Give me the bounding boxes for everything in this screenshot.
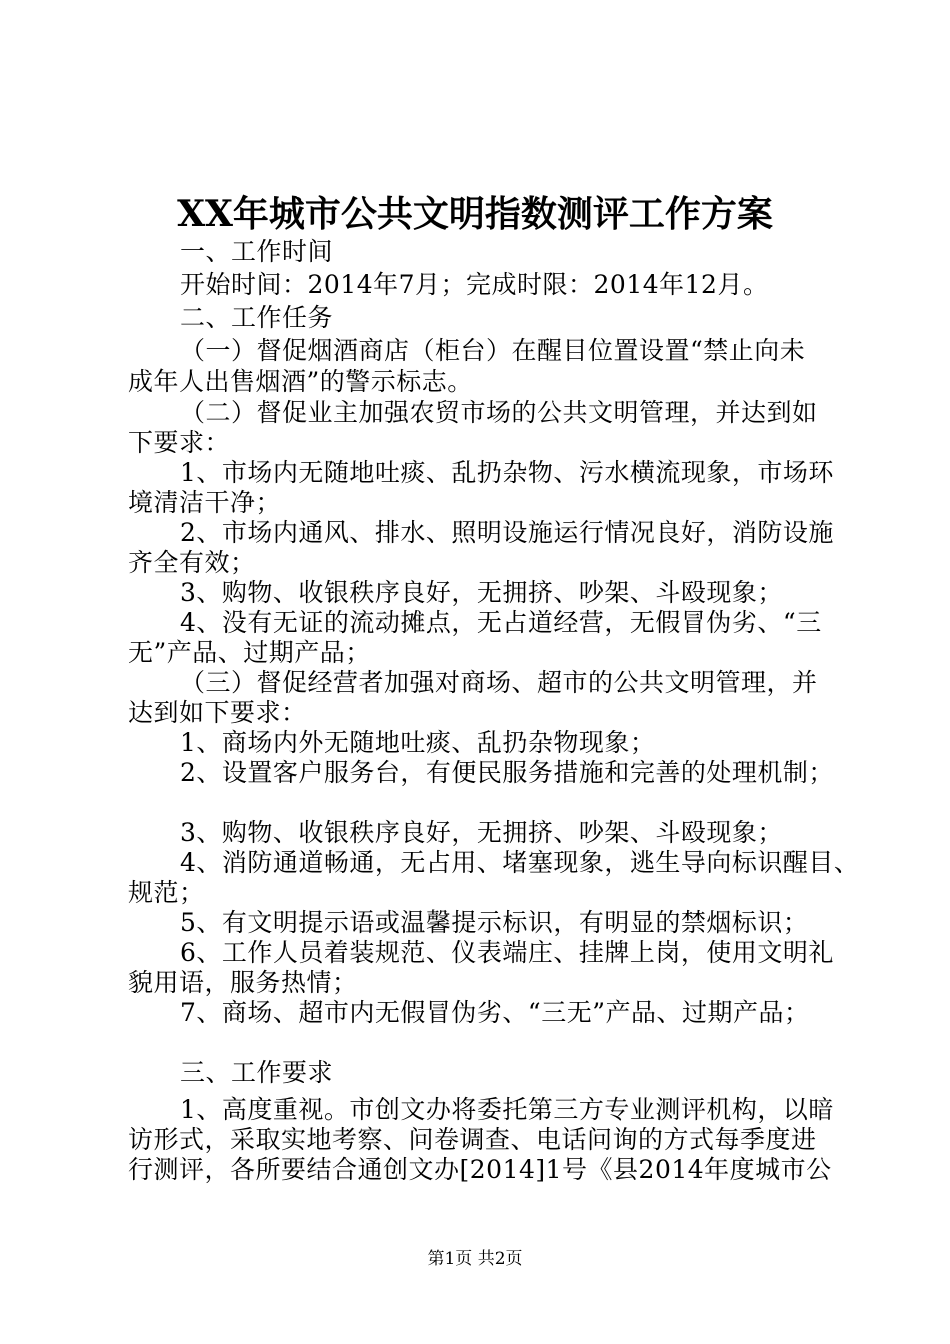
line-23: 6、工作人员着装规范、仪表端庄、挂牌上岗，使用文明礼: [180, 938, 834, 967]
line-29: 行测评，各所要结合通创文办[2014]1号《县2014年度城市公: [128, 1155, 832, 1184]
line-4: （一）督促烟酒商店（柜台）在醒目位置设置“禁止向未: [180, 336, 806, 365]
page-footer: 第1页 共2页: [427, 1249, 523, 1269]
line-25: 7、商场、超市内无假冒伪劣、“三无”产品、过期产品；: [180, 998, 810, 1027]
line-15: （三）督促经营者加强对商场、超市的公共文明管理，并: [180, 668, 818, 697]
line-2: 开始时间：2014年7月；完成时限：2014年12月。: [180, 270, 769, 299]
line-28: 访形式，采取实地考察、问卷调查、电话问询的方式每季度进: [128, 1125, 817, 1154]
line-26: 三、工作要求: [180, 1058, 334, 1087]
line-14: 无”产品、过期产品；: [128, 638, 371, 667]
line-17: 1、商场内外无随地吐痰、乱扔杂物现象；: [180, 728, 656, 757]
line-6: （二）督促业主加强农贸市场的公共文明管理，并达到如: [180, 398, 818, 427]
line-11: 齐全有效；: [128, 548, 256, 577]
line-9: 境清洁干净；: [128, 488, 282, 517]
line-22: 5、有文明提示语或温馨提示标识，有明显的禁烟标识；: [180, 908, 809, 937]
line-18: 2、设置客户服务台，有便民服务措施和完善的处理机制；: [180, 758, 834, 787]
line-12: 3、购物、收银秩序良好，无拥挤、吵架、斗殴现象；: [180, 578, 783, 607]
line-13: 4、没有无证的流动摊点，无占道经营，无假冒伪劣、“三: [180, 608, 822, 637]
line-3: 二、工作任务: [180, 303, 334, 332]
line-27: 1、高度重视。市创文办将委托第三方专业测评机构，以暗: [180, 1095, 834, 1124]
line-21: 规范；: [128, 878, 205, 907]
line-5: 成年人出售烟酒”的警示标志。: [128, 367, 473, 396]
document-title: XX年城市公共文明指数测评工作方案: [177, 193, 773, 235]
line-8: 1、市场内无随地吐痰、乱扔杂物、污水横流现象，市场环: [180, 458, 834, 487]
line-1: 一、工作时间: [180, 237, 334, 266]
line-16: 达到如下要求：: [128, 698, 307, 727]
line-24: 貌用语，服务热情；: [128, 968, 358, 997]
line-10: 2、市场内通风、排水、照明设施运行情况良好，消防设施: [180, 518, 834, 547]
line-19: 3、购物、收银秩序良好，无拥挤、吵架、斗殴现象；: [180, 818, 783, 847]
line-7: 下要求：: [128, 428, 231, 457]
line-20: 4、消防通道畅通，无占用、堵塞现象，逃生导向标识醒目、: [180, 848, 860, 877]
